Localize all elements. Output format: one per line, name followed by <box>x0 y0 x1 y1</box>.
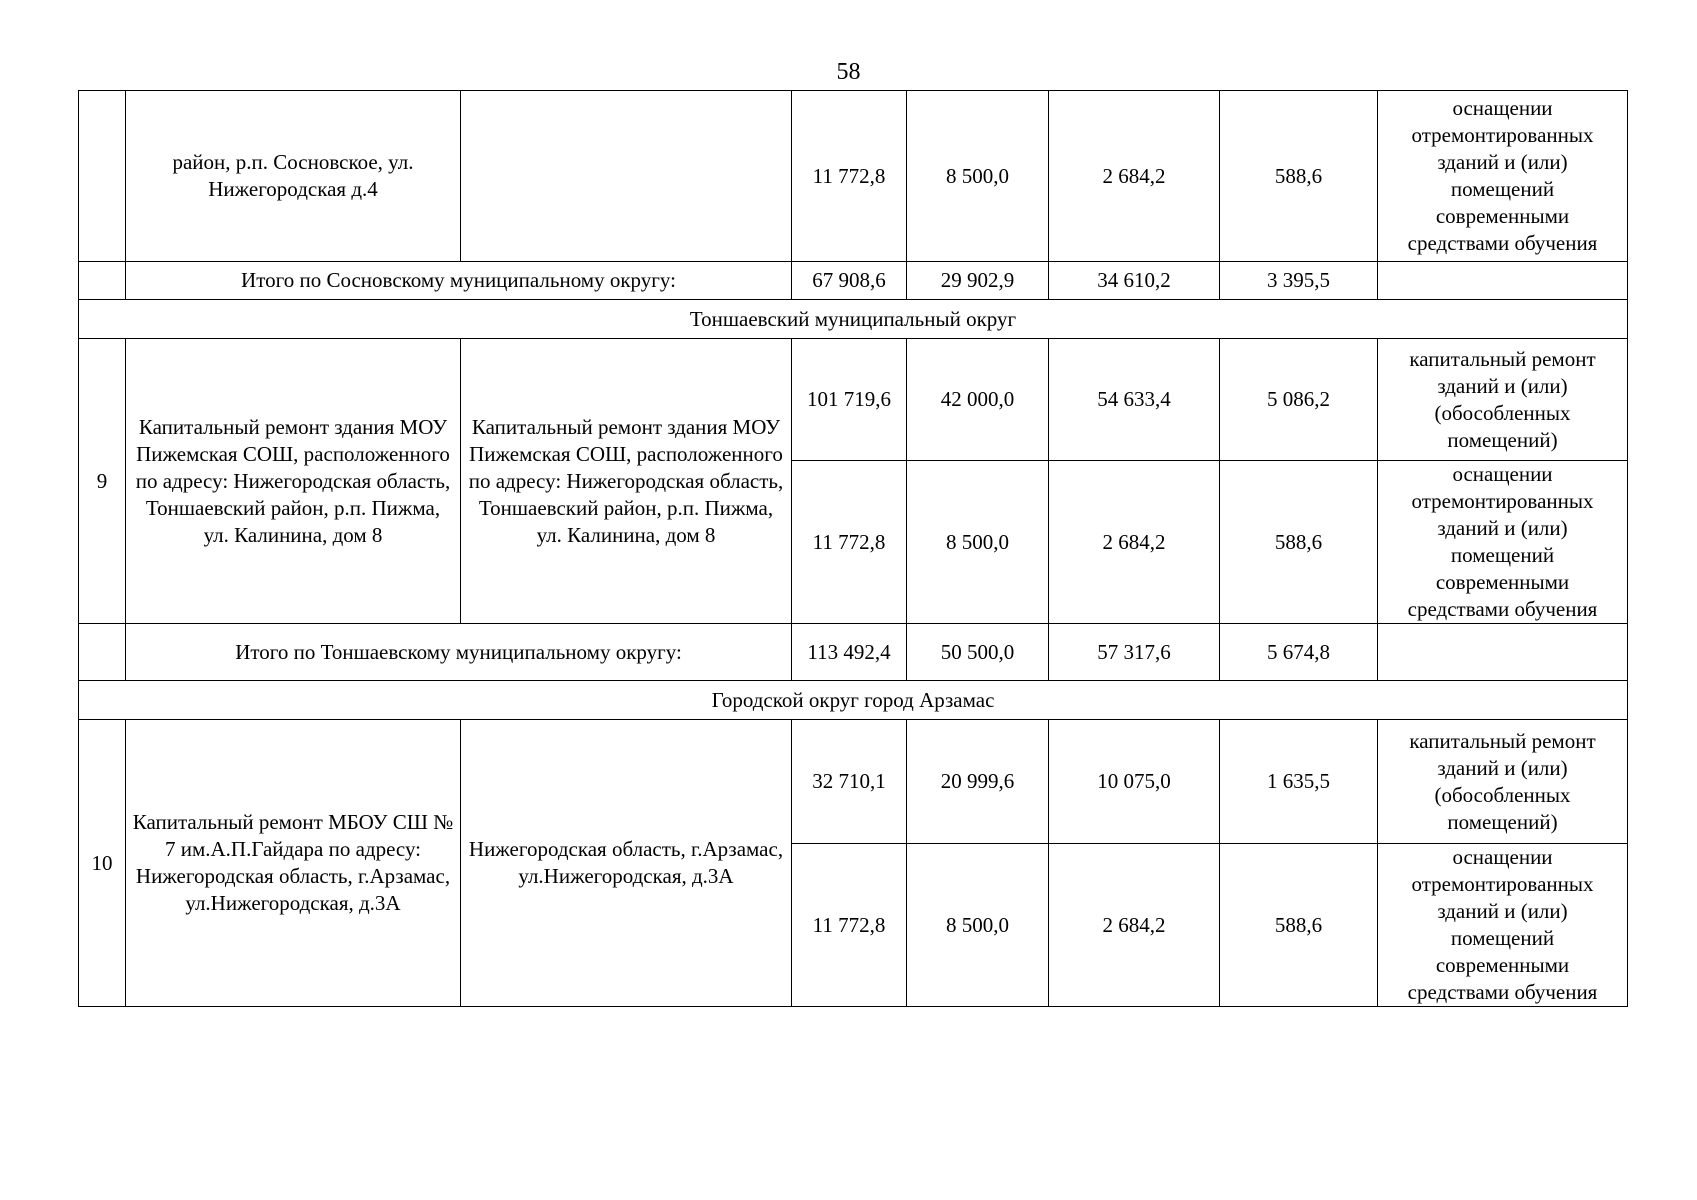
object-name-cell: Капитальный ремонт здания МОУ Пижемская СОШ, расположенного по адресу: Нижегородская область, Тоншаевский район, р.п. Пижма, ул. Калинина, дом 8 <box>126 339 461 624</box>
row-number-cell <box>79 624 126 681</box>
row-number-cell <box>79 91 126 262</box>
federal-cell: 8 500,0 <box>907 844 1049 1007</box>
address-cell <box>461 91 792 262</box>
subtotal-label: Итого по Тоншаевскому муниципальному округу: <box>126 624 792 681</box>
federal-cell: 8 500,0 <box>907 91 1049 262</box>
total-cell: 32 710,1 <box>792 720 907 844</box>
regional-cell: 2 684,2 <box>1049 91 1220 262</box>
federal-cell: 50 500,0 <box>907 624 1049 681</box>
total-cell: 113 492,4 <box>792 624 907 681</box>
purpose-cell: оснащении отремонтированных зданий и (или) помещений современными средствами обучения <box>1378 461 1628 624</box>
purpose-cell: оснащении отремонтированных зданий и (или) помещений современными средствами обучения <box>1378 844 1628 1007</box>
subtotal-row <box>79 262 1628 300</box>
purpose-cell: капитальный ремонт зданий и (или) (обособленных помещений) <box>1378 720 1628 844</box>
municipal-cell: 5 674,8 <box>1220 624 1378 681</box>
regional-cell: 34 610,2 <box>1049 262 1220 300</box>
total-cell: 11 772,8 <box>792 844 907 1007</box>
municipal-cell: 588,6 <box>1220 461 1378 624</box>
table-row <box>79 720 1628 844</box>
municipal-cell: 3 395,5 <box>1220 262 1378 300</box>
federal-cell: 29 902,9 <box>907 262 1049 300</box>
object-name-cell: район, р.п. Сосновское, ул. Нижегородская д.4 <box>126 91 461 262</box>
total-cell: 11 772,8 <box>792 91 907 262</box>
purpose-cell <box>1378 624 1628 681</box>
regional-cell: 54 633,4 <box>1049 339 1220 461</box>
row-number-cell: 10 <box>79 720 126 1007</box>
object-name-cell: Капитальный ремонт МБОУ СШ № 7 им.А.П.Гайдара по адресу: Нижегородская область, г.Арзамас, ул.Нижегородская, д.3А <box>126 720 461 1007</box>
federal-cell: 20 999,6 <box>907 720 1049 844</box>
federal-cell: 42 000,0 <box>907 339 1049 461</box>
address-cell: Капитальный ремонт здания МОУ Пижемская СОШ, расположенного по адресу: Нижегородская область, Тоншаевский район, р.п. Пижма, ул. Калинина, дом 8 <box>461 339 792 624</box>
section-title: Городской округ город Арзамас <box>79 681 1628 720</box>
table-row <box>79 339 1628 461</box>
section-title: Тоншаевский муниципальный округ <box>79 300 1628 339</box>
subtotal-row <box>79 624 1628 681</box>
total-cell: 67 908,6 <box>792 262 907 300</box>
row-number-cell: 9 <box>79 339 126 624</box>
address-cell: Нижегородская область, г.Арзамас, ул.Нижегородская, д.3А <box>461 720 792 1007</box>
subtotal-label: Итого по Сосновскому муниципальному округу: <box>126 262 792 300</box>
purpose-cell: капитальный ремонт зданий и (или) (обособленных помещений) <box>1378 339 1628 461</box>
municipal-cell: 5 086,2 <box>1220 339 1378 461</box>
section-header-row <box>79 300 1628 339</box>
municipal-cell: 588,6 <box>1220 91 1378 262</box>
regional-cell: 10 075,0 <box>1049 720 1220 844</box>
table-row <box>79 91 1628 262</box>
row-number-cell <box>79 262 126 300</box>
municipal-cell: 1 635,5 <box>1220 720 1378 844</box>
section-header-row <box>79 681 1628 720</box>
federal-cell: 8 500,0 <box>907 461 1049 624</box>
purpose-cell: оснащении отремонтированных зданий и (или) помещений современными средствами обучения <box>1378 91 1628 262</box>
regional-cell: 57 317,6 <box>1049 624 1220 681</box>
regional-cell: 2 684,2 <box>1049 844 1220 1007</box>
page-number: 58 <box>836 59 861 85</box>
total-cell: 101 719,6 <box>792 339 907 461</box>
purpose-cell <box>1378 262 1628 300</box>
funding-table <box>78 90 1628 1007</box>
municipal-cell: 588,6 <box>1220 844 1378 1007</box>
regional-cell: 2 684,2 <box>1049 461 1220 624</box>
total-cell: 11 772,8 <box>792 461 907 624</box>
